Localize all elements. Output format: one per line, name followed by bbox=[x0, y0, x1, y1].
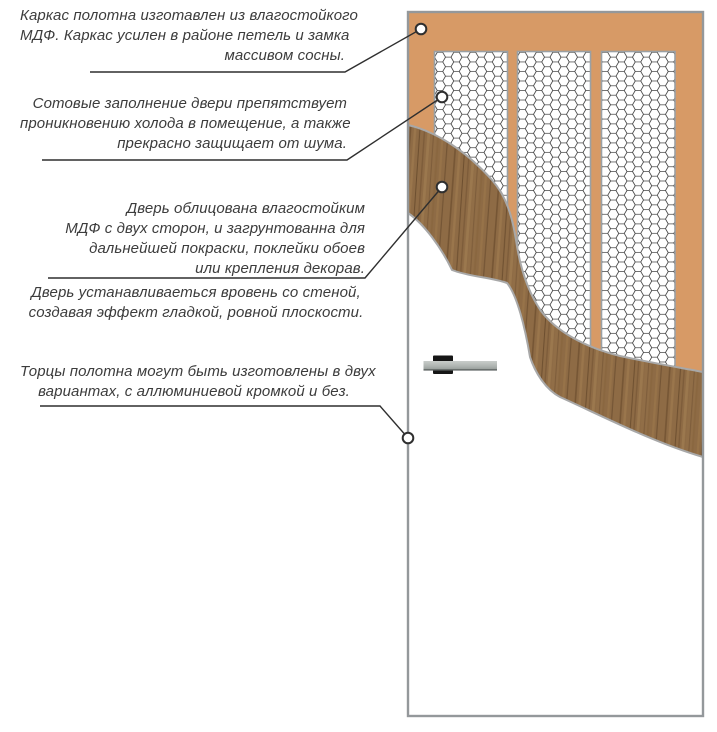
annotation-line: создавая эффект гладкой, ровной плоскости. bbox=[28, 304, 364, 321]
annotation-frame-material bbox=[20, 6, 358, 66]
annotation-line: массивом сосны. bbox=[224, 47, 345, 64]
annotation-line: Каркас полотна изготавлен из влагостойкого bbox=[20, 7, 358, 24]
annotation-line: Дверь устанавливаеться вровень со стеной, bbox=[31, 284, 361, 301]
annotation-line: МДФ. Каркас усилен в районе петель и замка bbox=[20, 27, 350, 44]
handle-lever bbox=[424, 361, 498, 371]
callout-marker-edge bbox=[403, 433, 414, 444]
annotation-line: Торцы полотна могут быть изготовлены в двух bbox=[20, 363, 376, 380]
annotation-edge-options bbox=[20, 362, 376, 402]
handle-lever-shadow bbox=[424, 369, 498, 370]
annotation-line: вариантах, с аллюминиевой кромкой и без. bbox=[38, 383, 350, 400]
annotation-line: Дверь облицована влагостойким bbox=[126, 200, 365, 217]
callout-line-edge bbox=[40, 406, 408, 438]
annotation-facing-layer bbox=[40, 199, 365, 279]
annotation-line: или крепления декорав. bbox=[195, 260, 365, 277]
annotation-line: дальнейшей покраски, поклейки обоев bbox=[89, 240, 365, 257]
annotation-honeycomb-fill bbox=[20, 94, 351, 154]
annotation-line: прекрасно защищает от шума. bbox=[117, 135, 347, 152]
callout-marker-facing bbox=[437, 182, 448, 193]
callout-marker-frame bbox=[416, 24, 427, 35]
annotation-line: проникновению холода в помещение, а также bbox=[20, 115, 351, 132]
callout-marker-honeycomb bbox=[437, 92, 448, 103]
annotation-flush-mount bbox=[22, 283, 370, 323]
annotation-line: Сотовые заполнение двери препятствует bbox=[32, 95, 347, 112]
annotation-line: МДФ с двух сторон, и загрунтованна для bbox=[65, 220, 365, 237]
